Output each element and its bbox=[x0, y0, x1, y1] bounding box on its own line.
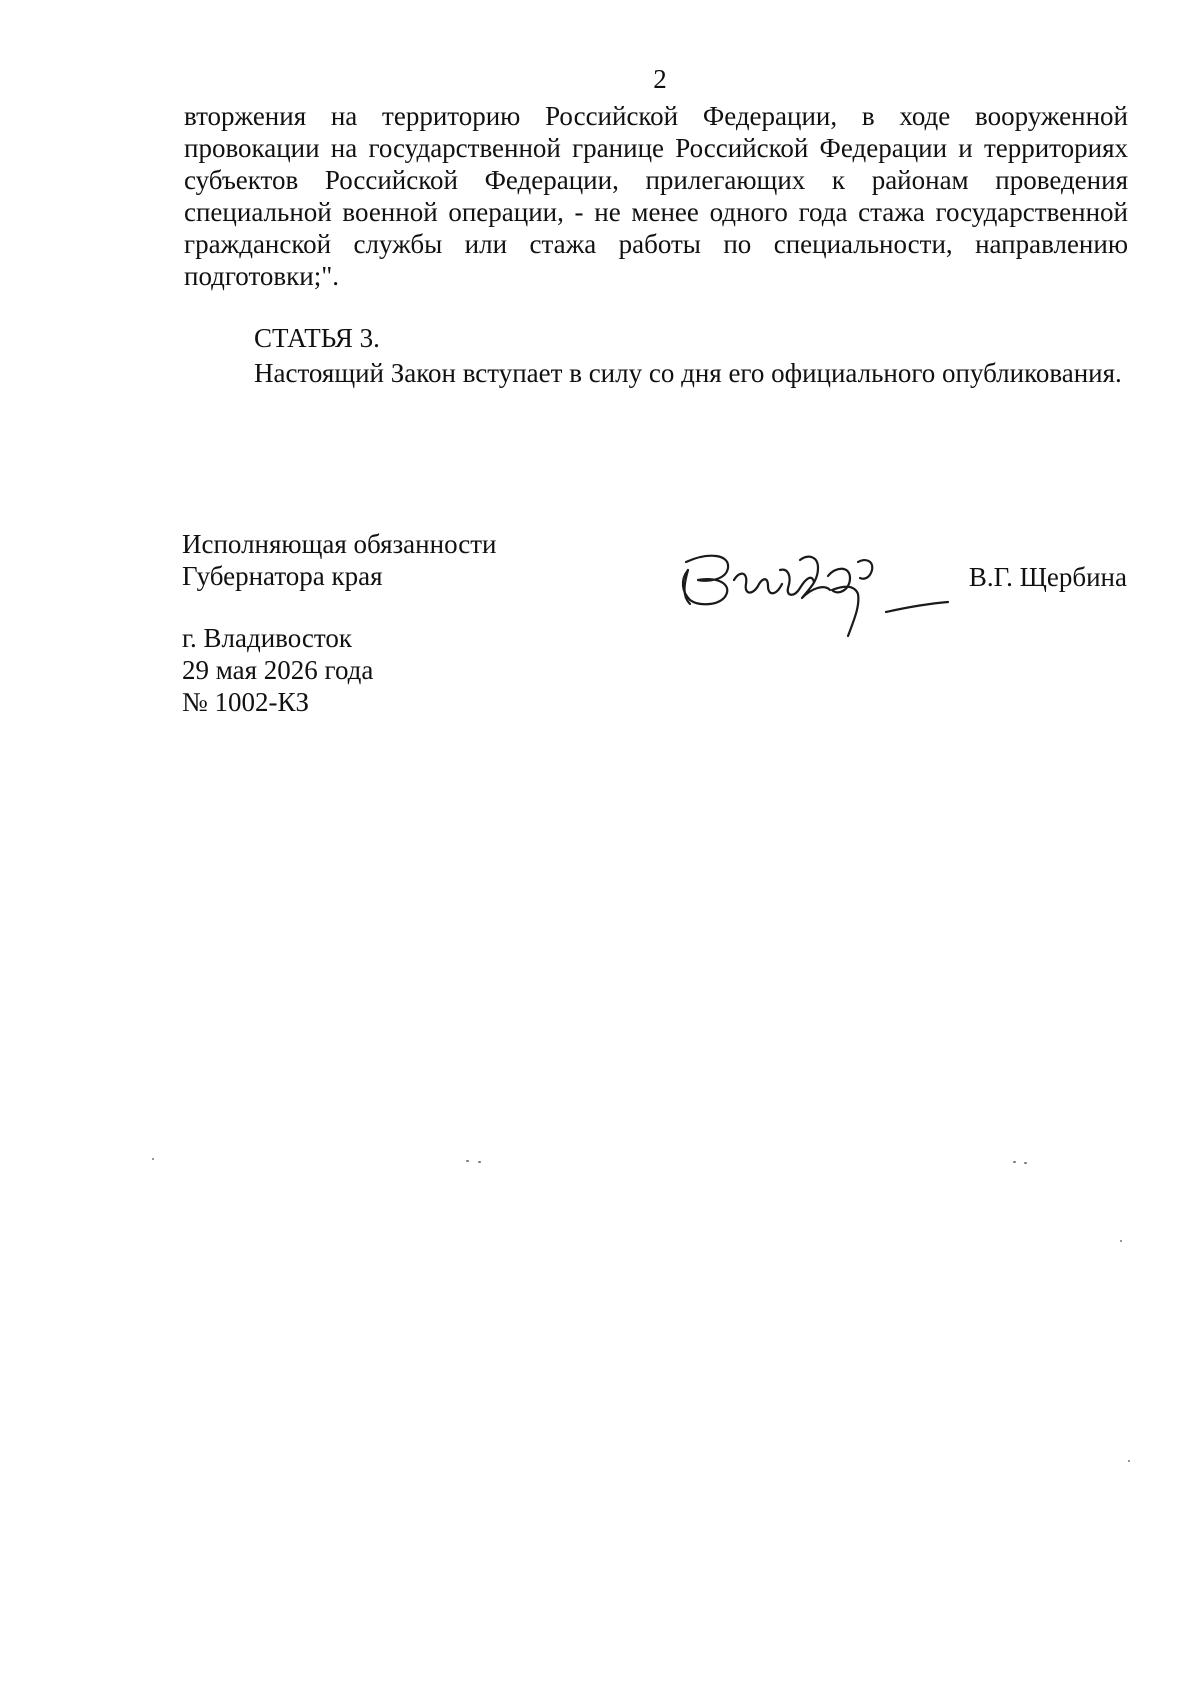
scan-speck bbox=[152, 1158, 154, 1160]
issue-city: г. Владивосток bbox=[182, 623, 352, 653]
scan-speck bbox=[1024, 1162, 1027, 1164]
scan-speck bbox=[466, 1160, 469, 1162]
article-text: Настоящий Закон вступает в силу со дня его официального опубликования. bbox=[254, 358, 1122, 388]
scan-speck bbox=[1013, 1161, 1016, 1163]
handwritten-signature bbox=[668, 540, 958, 650]
continuation-paragraph: вторжения на территорию Российской Федерации, в ходе вооруженной провокации на государственной границе Российской Федерации и территориях субъектов Российской Федерации, прилегающих к районам проведения специальной военной операции, - не менее одного года стажа государственной гражданской службы или стажа работы по специальности, направлению подготовки;". bbox=[184, 101, 1128, 291]
article-heading: СТАТЬЯ 3. bbox=[254, 323, 380, 353]
scan-speck bbox=[1128, 1460, 1130, 1462]
law-number: № 1002-КЗ bbox=[182, 687, 310, 717]
page-number: 2 bbox=[653, 64, 667, 94]
issue-date: 29 мая 2026 года bbox=[182, 655, 374, 685]
signer-position-line1: Исполняющая обязанности bbox=[182, 529, 497, 559]
scan-speck bbox=[478, 1161, 481, 1163]
scan-speck bbox=[1120, 1240, 1122, 1242]
signer-position-line2: Губернатора края bbox=[182, 561, 383, 591]
signer-name: В.Г. Щербина bbox=[968, 562, 1127, 592]
